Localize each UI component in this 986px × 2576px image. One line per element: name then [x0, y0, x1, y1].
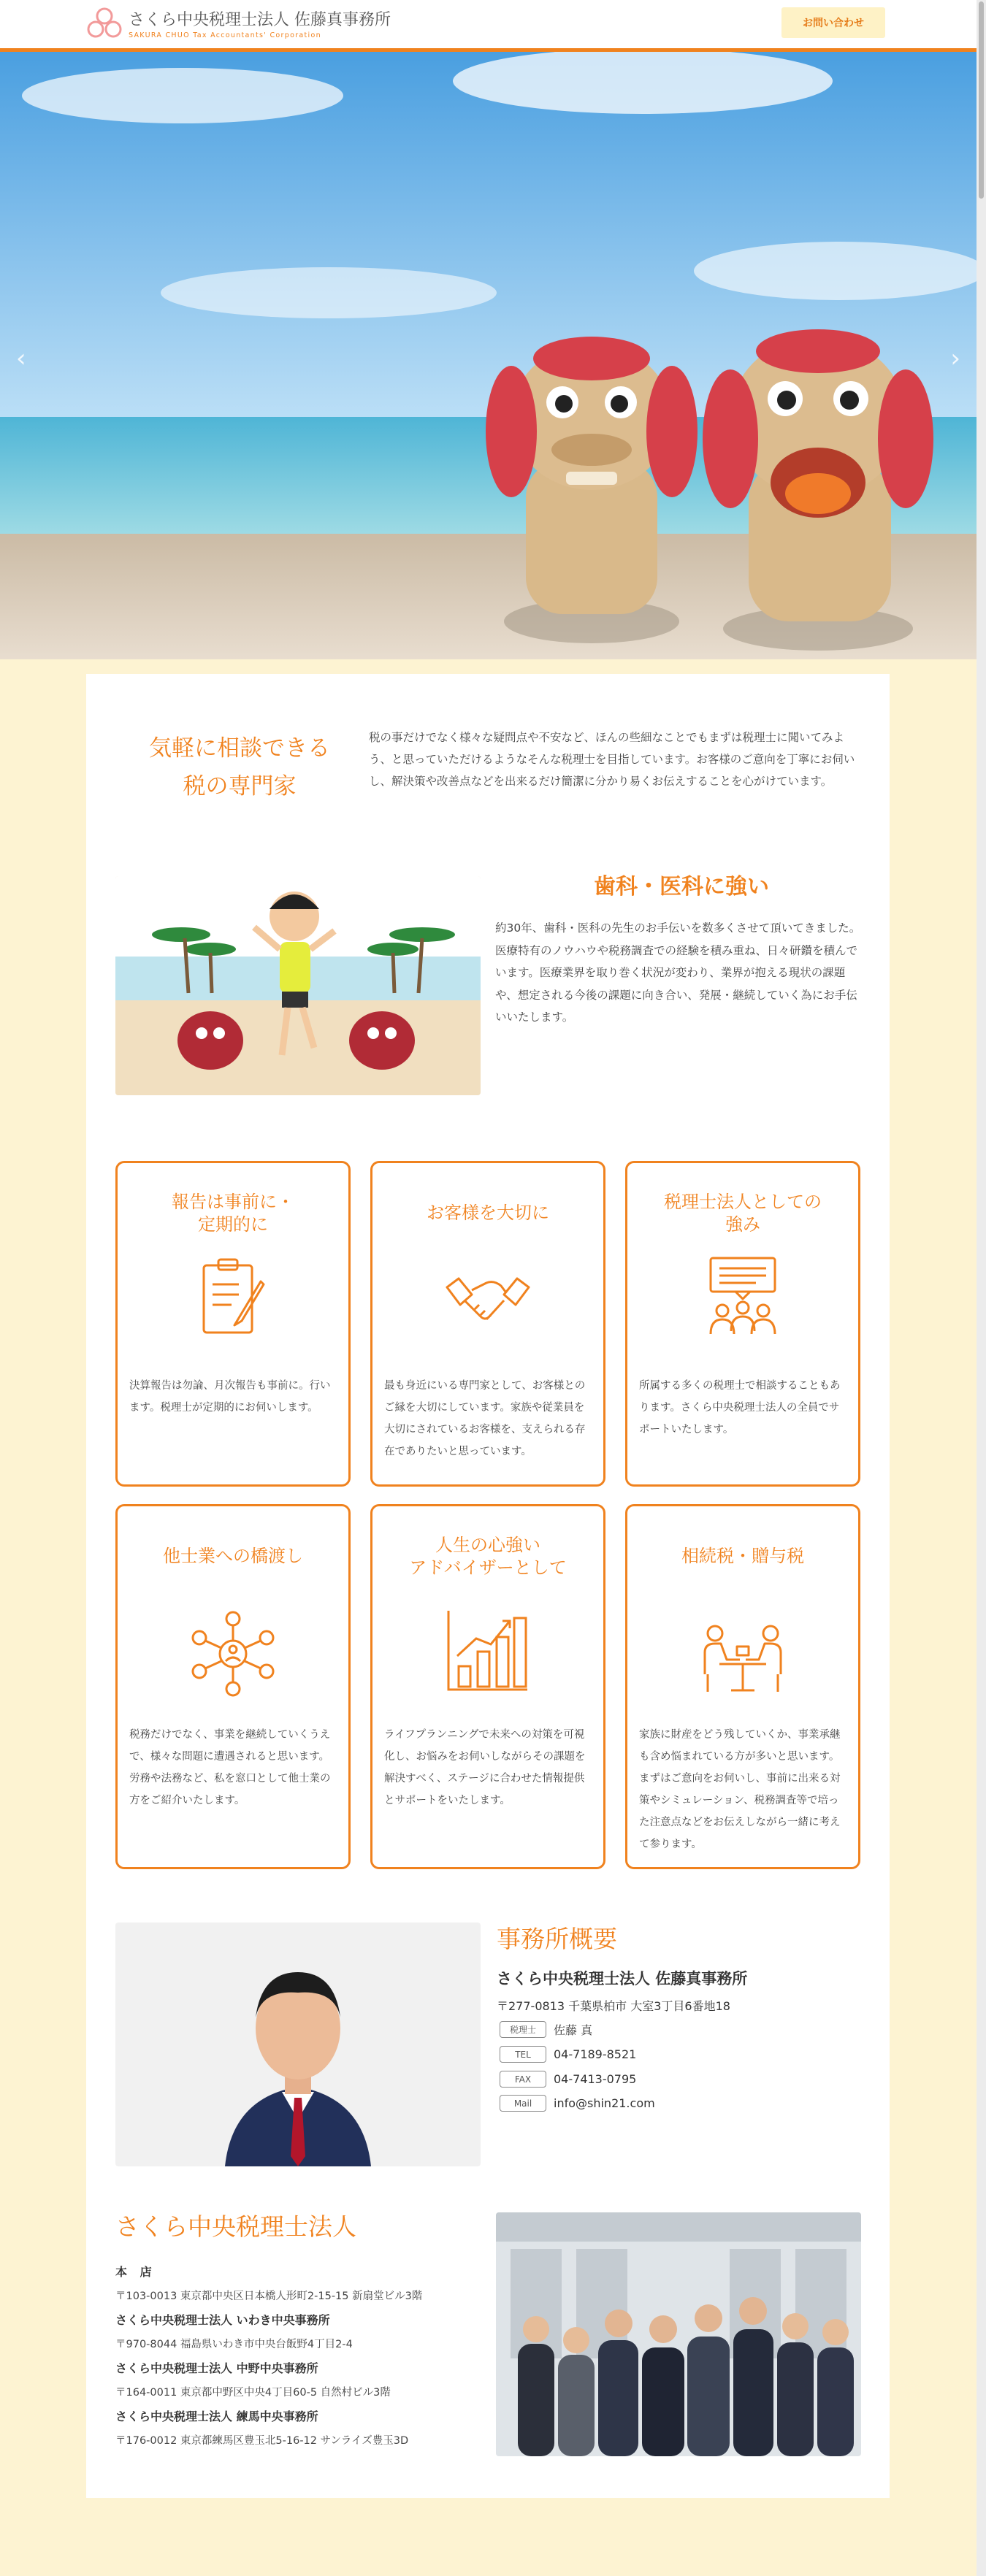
dental-text: 約30年、歯科・医科の先生のお手伝いを数多くさせて頂いてきました。医療特有のノウハウや税務調査での経験を積み重ね、日々研鑽を積んでいます。医療業界を取り巻く状況が変わり、業界が抱える現状の課題や、想定される今後の課題に向き合い、発展・継続していく為にお手伝いいたします。: [495, 921, 861, 1024]
feature-card-bridge: [115, 1504, 351, 1869]
network-icon: [188, 1609, 278, 1699]
intro-text: 税の事だけでなく様々な疑問点や不安など、ほんの些細なことでもまずは税理士に聞いてみよう、と思っていただけるようなそんな税理士を目指しています。お客様のご意向を丁寧にお伺いし、解決策や改善点などを出来るだけ簡潔に分かり易くお伝えすることを心がけています。: [369, 731, 855, 788]
office-title: 事務所概要: [497, 1925, 617, 1953]
site-header: [0, 0, 977, 52]
hero-slider: [0, 52, 977, 659]
info-row-tel: [500, 2046, 636, 2063]
info-label: 税理士: [500, 2021, 546, 2038]
card-text: ライフプランニングで未来への対策を可視化し、お悩みをお伺いしながらその課題を解決すべく、ステージに合わせた情報提供とサポートをいたします。: [384, 1729, 586, 1806]
branch-list: [115, 2260, 481, 2453]
intro-heading-line1: 気軽に相談できる: [149, 735, 330, 762]
info-row-mail: [500, 2095, 655, 2112]
hero-shisa-beach-image: [0, 52, 977, 659]
branch-name: 本 店: [115, 2265, 156, 2279]
branch-name: さくら中央税理士法人 中野中央事務所: [115, 2361, 318, 2375]
info-label: Mail: [500, 2095, 546, 2112]
feature-card-inheritance: [625, 1504, 860, 1869]
branch-name: さくら中央税理士法人 練馬中央事務所: [115, 2410, 318, 2423]
corporation-title: さくら中央税理士法人: [115, 2212, 356, 2241]
card-text: 決算報告は勿論、月次報告も事前に。行います。税理士が定期的にお伺いします。: [129, 1380, 331, 1414]
info-row-accountant: [500, 2021, 592, 2038]
consultation-icon: [698, 1609, 788, 1699]
info-label: FAX: [500, 2071, 546, 2088]
card-title: 税理士法人としての 強み: [664, 1192, 822, 1235]
office-name: さくら中央税理士法人 佐藤真事務所: [497, 1970, 748, 1987]
intro-heading: [130, 729, 349, 805]
info-row-fax: [500, 2071, 636, 2088]
card-text: 税務だけでなく、事業を継続していくうえで、様々な問題に遭遇されると思います。労務や法務など、私を窓口として他士業の方をご紹介いたします。: [129, 1729, 331, 1806]
growth-chart-icon: [443, 1605, 533, 1695]
sakura-logo-icon: [86, 6, 123, 41]
contact-button[interactable]: お問い合わせ: [781, 7, 885, 38]
staff-group-photo: [496, 2212, 861, 2456]
office-address: 〒277-0813 千葉県柏市 大室3丁目6番地18: [497, 1999, 730, 2013]
feature-card-strength: [625, 1161, 860, 1487]
info-label: TEL: [500, 2046, 546, 2063]
feature-card-reports: [115, 1161, 351, 1487]
hero-next-arrow[interactable]: ›: [950, 344, 960, 373]
feature-card-customers: [370, 1161, 605, 1487]
site-logo[interactable]: [86, 6, 391, 41]
main-content: [86, 674, 890, 2498]
card-title: お客様を大切に: [427, 1203, 549, 1223]
branch-address: 〒176-0012 東京都練馬区豊玉北5-16-12 サンライズ豊玉3D: [115, 2435, 409, 2447]
branch-address: 〒970-8044 福島県いわき市中央台飯野4丁目2-4: [115, 2339, 353, 2350]
beach-character-illustration: [115, 876, 481, 1095]
logo-subtitle: SAKURA CHUO Tax Accountants' Corporation: [129, 31, 321, 39]
card-text: 家族に財産をどう残していくか、事業承継も含め悩まれている方が多いと思います。まずはご意向をお伺いし、事前に出来る対策やシミュレーション、税務調査等で培った注意点などをお伝えしながら一緒に考えて参ります。: [639, 1729, 841, 1850]
card-text: 所属する多くの税理士で相談することもあります。さくら中央税理士法人の全員でサポートいたします。: [639, 1380, 841, 1435]
card-title: 報告は事前に・ 定期的に: [172, 1192, 294, 1235]
feature-card-advisor: [370, 1504, 605, 1869]
intro-heading-line2: 税の専門家: [183, 773, 297, 800]
card-title: 他士業への橋渡し: [163, 1546, 303, 1566]
clipboard-pen-icon: [188, 1252, 278, 1343]
team-presentation-icon: [698, 1252, 788, 1343]
info-value: 佐藤 真: [554, 2023, 593, 2037]
branch-address: 〒164-0011 東京都中野区中央4丁目60-5 自然村ビル3階: [115, 2387, 391, 2399]
branch-address: 〒103-0013 東京都中央区日本橋人形町2-15-15 新扇堂ビル3階: [115, 2291, 423, 2302]
scrollbar-thumb[interactable]: [979, 1, 984, 199]
card-title: 人生の心強い アドバイザーとして: [409, 1535, 567, 1578]
ceo-portrait-photo: [115, 1923, 481, 2166]
hero-prev-arrow[interactable]: ‹: [16, 344, 26, 373]
handshake-icon: [443, 1252, 533, 1343]
card-title: 相続税・贈与税: [681, 1546, 804, 1566]
page-scrollbar[interactable]: [977, 0, 986, 2576]
logo-title: さくら中央税理士法人 佐藤真事務所: [129, 11, 391, 29]
tel-link[interactable]: 04-7189-8521: [554, 2047, 637, 2061]
dental-heading: 歯科・医科に強い: [594, 874, 769, 900]
info-value: 04-7413-0795: [554, 2072, 637, 2086]
branch-name: さくら中央税理士法人 いわき中央事務所: [115, 2313, 330, 2327]
card-text: 最も身近にいる専門家として、お客様とのご縁を大切にしています。家族や従業員を大切にされているお客様を、支えられる存在でありたいと思っています。: [384, 1380, 586, 1457]
mail-link[interactable]: info@shin21.com: [554, 2096, 655, 2110]
